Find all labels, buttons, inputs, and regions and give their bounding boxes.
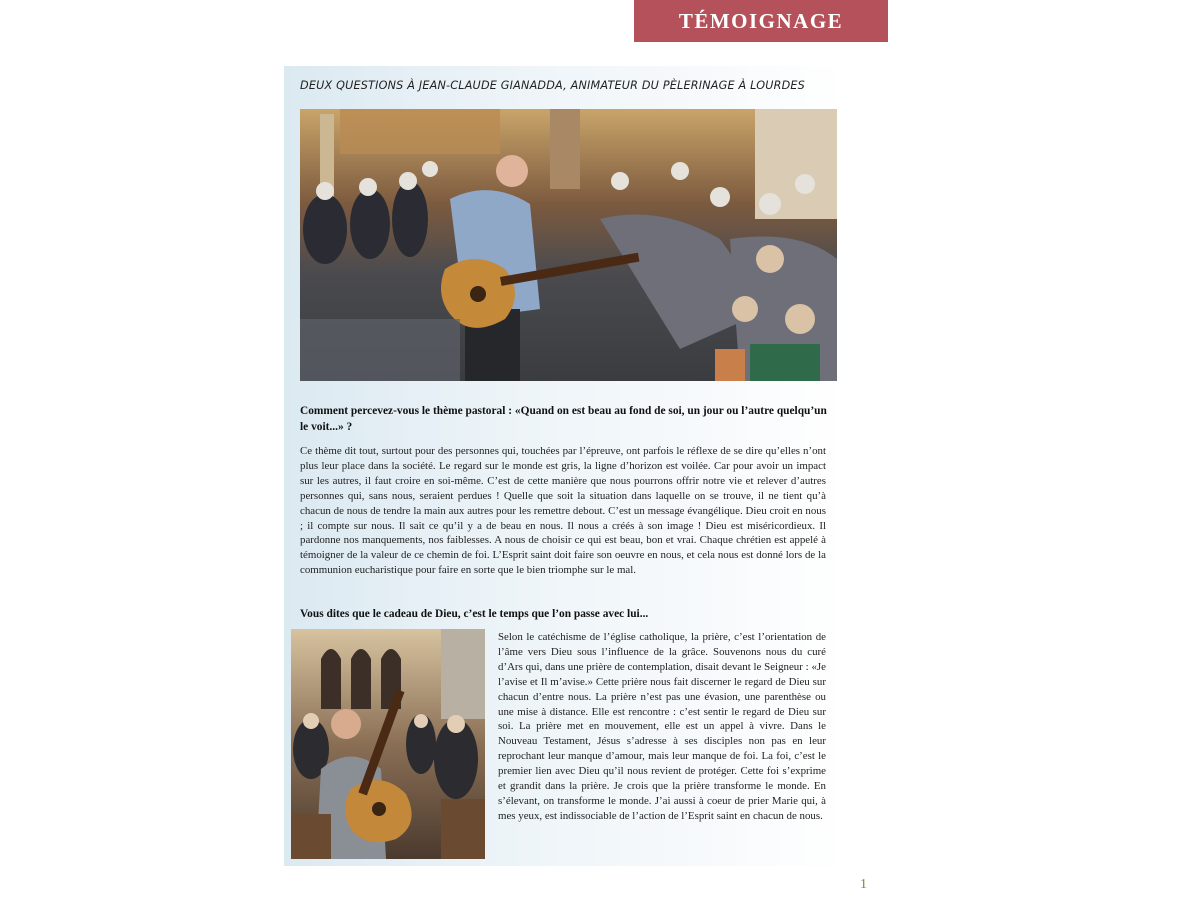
secondary-photo-guitarist <box>291 629 485 859</box>
answer-2-paragraph: Selon le catéchisme de l’église catholique, la prière, c’est l’orientation de l’âme vers Dieu sous l’influence de la grâce. Souvenons nous du curé d’Ars qui, dans une prière de contemplation, disait devant le Seigneur : «Je l’avise et Il m’avise.» Cette prière nous fait discerner le regard de Dieu sur chacun d’entre nous. La prière n’est pas une évasion, une parenthèse ou une mise à distance. Elle est rencontre : c’est sentir le regard de Dieu sur soi. La prière met en mouvement, elle est un appel à vivre. Dans le Nouveau Testament, Jésus s’adresse à ses disciples non pas en leur reprochant leur manque d’amour, mais leur manque de foi. La foi, c’est le premier lien avec Dieu qu’il nous revient de protéger. Cette foi s’exprime et grandit dans la prière. Je crois que la prière transforme le monde. En s’élevant, on transforme le monde. J’ai aussi à coeur de prier Marie qui, à mes yeux, est indissociable de l’action de l’Esprit saint en chacun de nous. <box>498 631 826 822</box>
answer-1-paragraph: Ce thème dit tout, surtout pour des personnes qui, touchées par l’épreuve, ont parfois le réflexe de se dire qu’elles n’ont plus leur place dans la société. Le regard sur le monde est gris, la ligne d’horizon est voilée. Car pour avoir un impact sur les autres, il faut croire en soi-même. C’est de cette manière que nous pourrons offrir notre vie et relever d’autres personnes qui, sans nous, seraient perdues ! Quelle que soit la situation dans laquelle on se trouve, il ne tient qu’à chacun de nous de tendre la main aux autres pour les remettre debout. C’est un message évangélique. Dieu croit en nous ; il compte sur nous. Il sait ce qu’il y a de beau en nous. Il nous a créés à son image ! Dieu est miséricordieux. Il pardonne nos manquements, nos faiblesses. A nous de choisir ce qui est beau, bon et vrai. Chaque chrétien est appelé à témoigner de la valeur de ce chemin de foi. L’Esprit saint doit faire son oeuvre en nous, et cela nous est donné lors de la communion eucharistique pour faire en sorte que le bien triomphe sur le mal. <box>300 445 826 577</box>
page-number: 1 <box>860 877 867 892</box>
article-headline: DEUX QUESTIONS À JEAN-CLAUDE GIANADDA, ANIMATEUR DU PÈLERINAGE À LOURDES <box>300 79 805 92</box>
section-banner: TÉMOIGNAGE <box>634 0 888 42</box>
question-1: Comment percevez-vous le thème pastoral : «Quand on est beau au fond de soi, un jour ou l’autre quelqu’un le voit...» ? <box>300 405 827 433</box>
question-2: Vous dites que le cadeau de Dieu, c’est le temps que l’on passe avec lui... <box>300 608 649 620</box>
main-photo-guitarist-in-church <box>300 109 837 381</box>
